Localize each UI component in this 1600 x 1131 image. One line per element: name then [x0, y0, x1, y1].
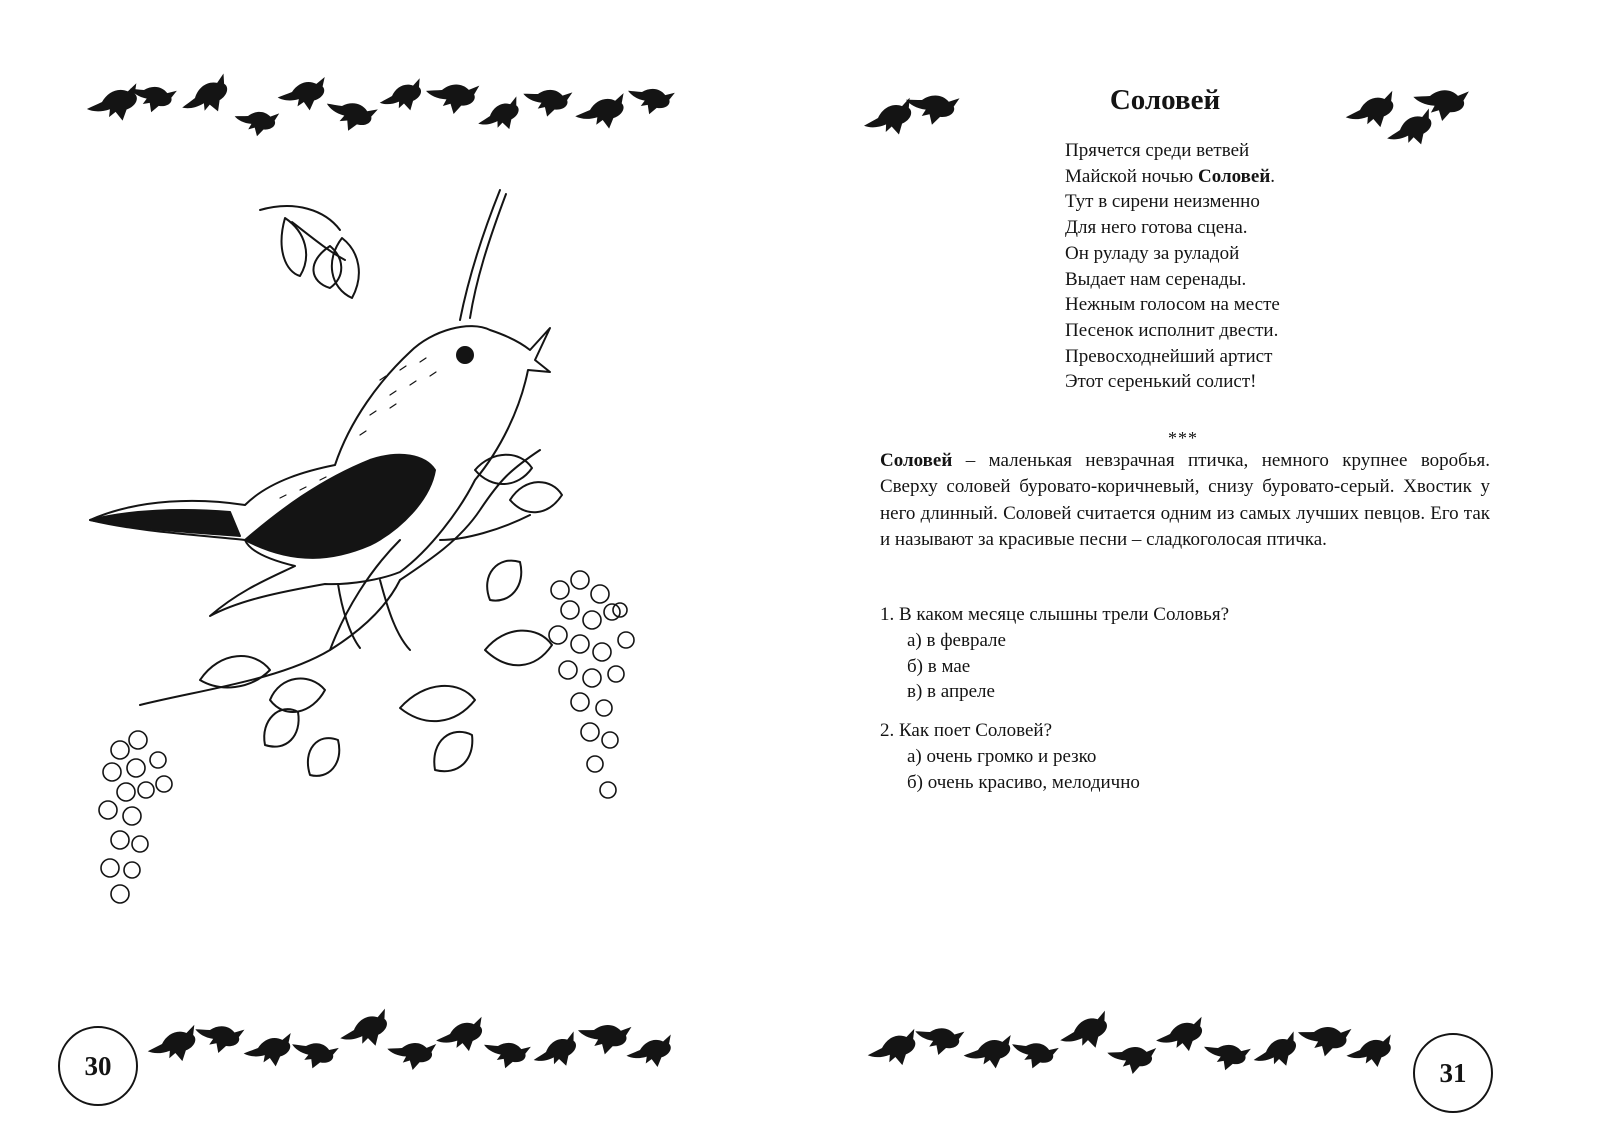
poem-line: Нежным голосом на месте: [1065, 294, 1280, 316]
question-2: [880, 718, 1140, 795]
answer-option: б) в мае: [907, 655, 971, 677]
poem-title: Соловей: [1109, 84, 1221, 116]
poem-line: Выдает нам серенады.: [1065, 268, 1247, 290]
top-bird-border: [80, 68, 680, 138]
answer-option: в) в апреле: [907, 681, 995, 702]
poem-line: Прячется среди ветвей: [1065, 140, 1250, 161]
poem-line: Он руладу за руладой: [1065, 242, 1240, 264]
answer-option: а) в феврале: [907, 630, 1006, 651]
section-separator: ***: [1168, 428, 1198, 448]
nightingale-on-lilac-branch-icon: [80, 180, 680, 920]
bird-silhouette-icon: [860, 1008, 1400, 1078]
answer-option: б) очень красиво, мелодично: [907, 771, 1140, 793]
paragraph-text: – маленькая невзрачная птичка, немного крупнее воробья. Сверху соловей буровато-коричневый, снизу буровато-серый. Хвостик у него длинный. Соловей считается одним из самых лучших певцов. Его так и называют за красивые песни – сладкоголосая птичка.: [880, 450, 1490, 550]
bird-silhouette-icon: [1340, 74, 1470, 154]
bird-silhouette-icon: [856, 74, 966, 144]
bold-word: Соловей: [1197, 165, 1271, 187]
poem-line: Превосходнейший артист: [1065, 345, 1273, 367]
poem-line: Этот серенький солист!: [1065, 371, 1257, 393]
question-text: 2. Как поет Соловей?: [880, 720, 1053, 741]
top-left-bird-group: [856, 74, 966, 144]
paragraph-lead: Соловей: [880, 450, 953, 471]
answer-option: а) очень громко и резко: [907, 746, 1097, 767]
poem-line: Для него готова сцена.: [1065, 217, 1248, 239]
bottom-bird-border: [860, 1008, 1400, 1078]
poem-line: Майской ночью Соловей.: [1065, 165, 1276, 187]
poem-line: Песенок исполнит двести.: [1065, 319, 1279, 341]
poem-line: Тут в сирени неизменно: [1065, 191, 1260, 213]
bottom-bird-border: [140, 1006, 680, 1076]
top-right-bird-group: [1340, 74, 1470, 154]
question-text: 1. В каком месяце слышны трели Соловья?: [880, 604, 1230, 625]
page-number: 30: [58, 1026, 138, 1106]
bird-silhouette-icon: [80, 68, 680, 138]
question-1: [880, 602, 1229, 705]
page-number: 31: [1413, 1033, 1493, 1113]
bird-silhouette-icon: [140, 1006, 680, 1076]
description-paragraph: [880, 448, 1490, 553]
poem: [1065, 138, 1280, 395]
